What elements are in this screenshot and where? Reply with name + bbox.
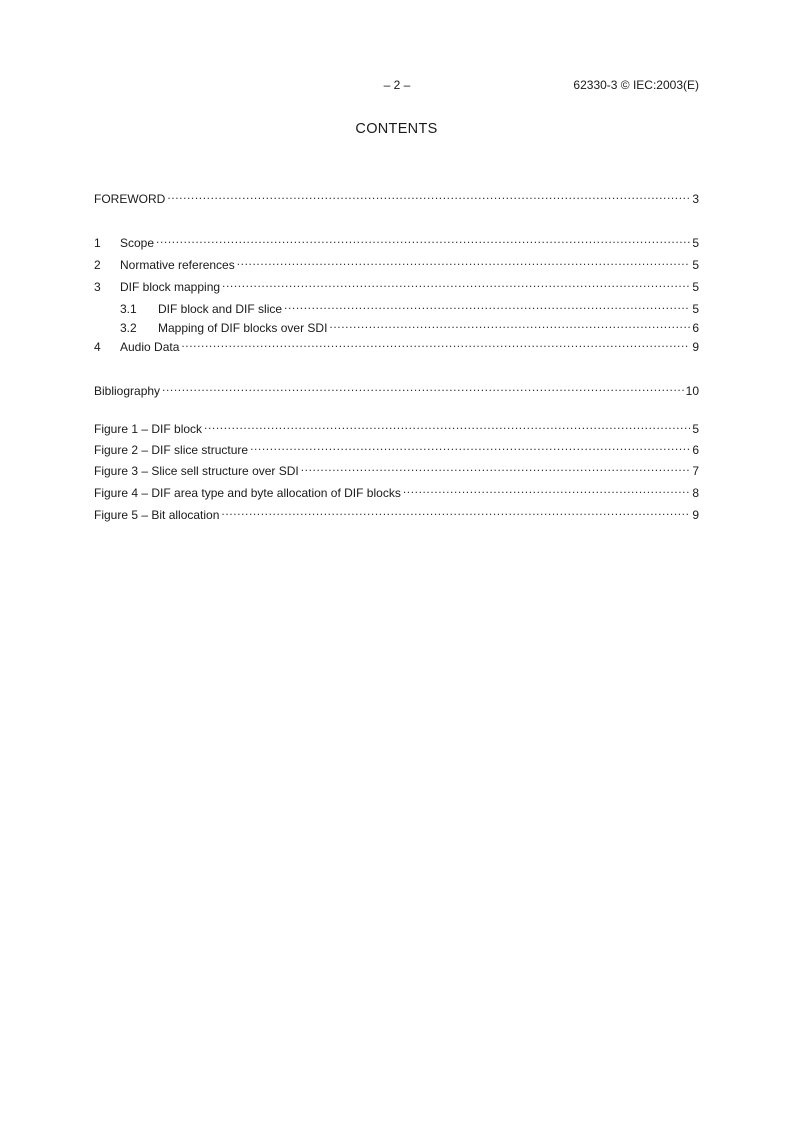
dot-leader xyxy=(284,297,690,313)
toc-entry-section[interactable] xyxy=(94,275,699,294)
dot-leader xyxy=(221,503,690,519)
toc-entry-figure[interactable] xyxy=(94,503,699,522)
dot-leader xyxy=(301,459,691,475)
dot-leader xyxy=(156,231,690,247)
toc-entry-page: 8 xyxy=(692,486,699,500)
toc-entry-title: Figure 4 – DIF area type and byte allocation of DIF blocks xyxy=(94,486,401,500)
toc-entry-title: Mapping of DIF blocks over SDI xyxy=(158,321,328,335)
toc-entry-number: 3 xyxy=(94,280,101,294)
toc-entry-page: 6 xyxy=(692,443,699,457)
toc-entry-page: 5 xyxy=(692,422,699,436)
toc-entry-page: 3 xyxy=(692,192,699,206)
toc-entry-page: 9 xyxy=(692,340,699,354)
toc-entry-title: Scope xyxy=(120,236,155,250)
dot-leader xyxy=(167,187,690,203)
toc-entry-title: Figure 3 – Slice sell structure over SDI xyxy=(94,464,299,478)
toc-entry-figure[interactable] xyxy=(94,459,699,478)
dot-leader xyxy=(237,253,691,269)
toc-entry-title: DIF block mapping xyxy=(120,280,221,294)
toc-entry-figure[interactable] xyxy=(94,417,699,436)
toc-entry-title: Audio Data xyxy=(120,340,180,354)
toc-entry-subsection[interactable] xyxy=(120,297,699,316)
toc-entry-number: 4 xyxy=(94,340,101,354)
toc-entry-page: 6 xyxy=(692,321,699,335)
toc-entry-figure[interactable] xyxy=(94,438,699,457)
dot-leader xyxy=(181,335,690,351)
toc-entry-subsection[interactable] xyxy=(120,316,699,335)
contents-heading: CONTENTS xyxy=(355,121,438,137)
toc-entry-section[interactable] xyxy=(94,253,699,272)
dot-leader xyxy=(204,417,690,433)
toc-entry-number: 3.1 xyxy=(120,302,137,316)
toc-entry-title: Bibliography xyxy=(94,384,161,398)
dot-leader xyxy=(329,316,690,332)
toc-entry-page: 5 xyxy=(692,258,699,272)
dot-leader xyxy=(222,275,690,291)
toc-entry-page: 5 xyxy=(692,302,699,316)
toc-entry-number: 3.2 xyxy=(120,321,137,335)
toc-entry-title: Figure 2 – DIF slice structure xyxy=(94,443,249,457)
toc-entry-bibliography[interactable] xyxy=(94,379,699,398)
toc-entry-title: Normative references xyxy=(120,258,235,272)
toc-entry-page: 5 xyxy=(692,280,699,294)
page-number: – 2 – xyxy=(383,78,411,92)
document-reference: 62330-3 © IEC:2003(E) xyxy=(573,78,699,92)
toc-entry-figure[interactable] xyxy=(94,481,699,500)
dot-leader xyxy=(162,379,684,395)
toc-entry-page: 9 xyxy=(692,508,699,522)
toc-entry-section[interactable] xyxy=(94,231,699,250)
toc-entry-title: FOREWORD xyxy=(94,192,166,206)
toc-entry-page: 10 xyxy=(685,384,699,398)
toc-entry-title: DIF block and DIF slice xyxy=(158,302,283,316)
dot-leader xyxy=(250,438,690,454)
toc-entry-page: 5 xyxy=(692,236,699,250)
toc-entry-title: Figure 1 – DIF block xyxy=(94,422,203,436)
toc-entry-foreword[interactable] xyxy=(94,187,699,206)
toc-entry-page: 7 xyxy=(692,464,699,478)
toc-entry-title: Figure 5 – Bit allocation xyxy=(94,508,220,522)
dot-leader xyxy=(403,481,690,497)
toc-entry-number: 1 xyxy=(94,236,101,250)
toc-entry-number: 2 xyxy=(94,258,101,272)
toc-entry-section[interactable] xyxy=(94,335,699,354)
